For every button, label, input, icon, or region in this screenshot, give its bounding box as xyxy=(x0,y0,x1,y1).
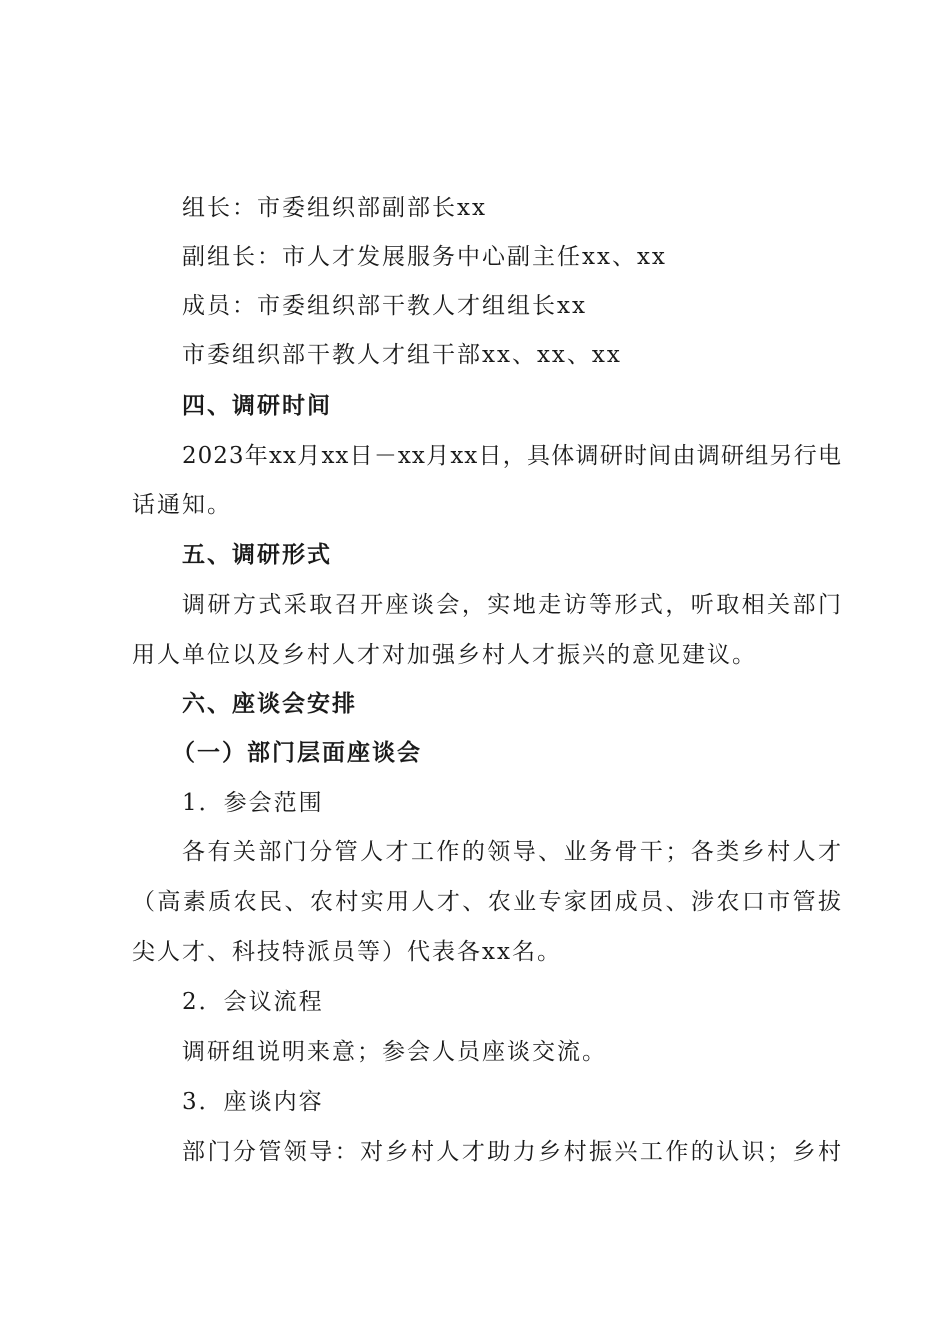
members-line: 成员：市委组织部干教人才组组长xx xyxy=(182,293,587,319)
section-heading-research-time: 四、调研时间 xyxy=(182,393,332,419)
members-cadres-line: 市委组织部干教人才组干部xx、xx、xx xyxy=(182,342,622,368)
item-heading-attendance-scope: 1．参会范围 xyxy=(182,790,324,816)
deputy-leader-line: 副组长：市人才发展服务中心副主任xx、xx xyxy=(182,244,667,270)
attendance-scope-paragraph-line-3: 尖人才、科技特派员等）代表各xx名。 xyxy=(132,939,562,965)
team-leader-line: 组长：市委组织部副部长xx xyxy=(182,195,487,221)
research-form-paragraph-line-1: 调研方式采取召开座谈会，实地走访等形式，听取相关部门 xyxy=(182,592,842,618)
research-time-paragraph-line-2: 话通知。 xyxy=(132,492,232,518)
meeting-content-paragraph-line-1: 部门分管领导：对乡村人才助力乡村振兴工作的认识；乡村 xyxy=(182,1139,842,1165)
attendance-scope-paragraph-line-2: （高素质农民、农村实用人才、农业专家团成员、涉农口市管拔 xyxy=(132,889,842,915)
research-time-paragraph-line-1: 2023年xx月xx日－xx月xx日，具体调研时间由调研组另行电 xyxy=(182,443,842,469)
meeting-process-paragraph: 调研组说明来意；参会人员座谈交流。 xyxy=(182,1039,607,1065)
section-heading-meeting-arrangement: 六、座谈会安排 xyxy=(182,691,357,717)
attendance-scope-paragraph-line-1: 各有关部门分管人才工作的领导、业务骨干；各类乡村人才 xyxy=(182,839,842,865)
research-form-paragraph-line-2: 用人单位以及乡村人才对加强乡村人才振兴的意见建议。 xyxy=(132,642,757,668)
item-heading-meeting-content: 3．座谈内容 xyxy=(182,1089,324,1115)
subsection-heading-department-meeting: （一）部门层面座谈会 xyxy=(172,740,422,766)
item-heading-meeting-process: 2．会议流程 xyxy=(182,989,324,1015)
section-heading-research-form: 五、调研形式 xyxy=(182,542,332,568)
